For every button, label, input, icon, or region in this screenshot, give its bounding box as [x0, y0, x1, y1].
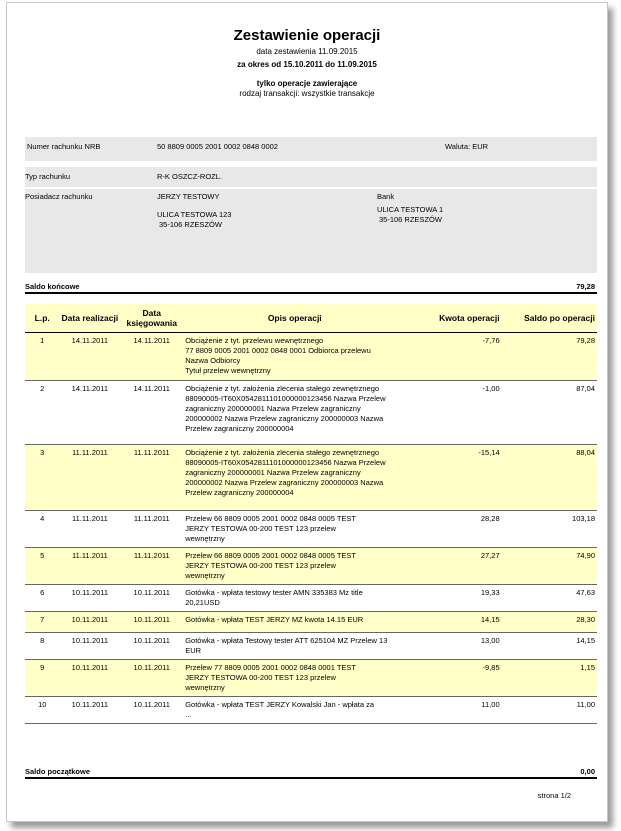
table-row: [25, 548, 597, 585]
row-amount: 13,00: [406, 633, 501, 660]
currency: Waluta: EUR: [445, 142, 489, 151]
divider: [25, 292, 597, 294]
row-lp: 2: [25, 381, 59, 445]
row-amount: -9,85: [406, 660, 501, 697]
table-row: [25, 333, 597, 381]
row-booking-date: 11.11.2011: [120, 445, 183, 511]
col-header-booking-date: Data księgowania: [120, 304, 183, 333]
account-number-label: Numer rachunku NRB: [27, 142, 101, 151]
row-execution-date: 14.11.2011: [59, 333, 120, 381]
row-balance: 11,00: [502, 697, 597, 724]
table-header-row: [25, 304, 597, 333]
row-booking-date: 10.11.2011: [120, 585, 183, 612]
operations-table: [25, 304, 597, 724]
col-header-execution-date: Data realizacji: [59, 304, 120, 333]
row-lp: 10: [25, 697, 59, 724]
document-page: [6, 2, 608, 822]
row-execution-date: 10.11.2011: [59, 633, 120, 660]
row-balance: 1,15: [502, 660, 597, 697]
row-booking-date: 11.11.2011: [120, 511, 183, 548]
row-execution-date: 14.11.2011: [59, 381, 120, 445]
owner-city: 35-106 RZESZÓW: [159, 220, 222, 229]
account-number-value: 50 8809 0005 2001 0002 0848 0002: [157, 142, 278, 151]
col-header-description: Opis operacji: [183, 304, 406, 333]
account-type-value: R-K OSZCZ-ROZL.: [157, 172, 222, 181]
page-number: strona 1/2: [537, 791, 571, 800]
row-lp: 7: [25, 612, 59, 633]
col-header-amount: Kwota operacji: [406, 304, 501, 333]
row-description: Przelew 77 8809 0005 2001 0002 0848 0001 TEST JERZY TESTOWA 00-200 TEST 123 przelew wewnętrzny: [183, 660, 406, 697]
account-type-row: [25, 167, 597, 187]
table-row: [25, 445, 597, 511]
owner-name: JERZY TESTOWY: [157, 192, 220, 201]
row-booking-date: 10.11.2011: [120, 633, 183, 660]
row-balance: 74,90: [502, 548, 597, 585]
row-balance: 88,04: [502, 445, 597, 511]
row-lp: 4: [25, 511, 59, 548]
account-type-label: Typ rachunku: [25, 172, 71, 181]
table-row: [25, 697, 597, 724]
row-balance: 47,63: [502, 585, 597, 612]
owner-label: Posiadacz rachunku: [25, 192, 93, 201]
row-amount: 28,28: [406, 511, 501, 548]
row-lp: 6: [25, 585, 59, 612]
row-execution-date: 11.11.2011: [59, 511, 120, 548]
bank-city: 35-106 RZESZÓW: [379, 215, 442, 224]
row-balance: 87,04: [502, 381, 597, 445]
row-lp: 3: [25, 445, 59, 511]
row-booking-date: 14.11.2011: [120, 381, 183, 445]
row-execution-date: 10.11.2011: [59, 612, 120, 633]
row-description: Gotówka - wpłata TEST JERZY MZ kwota 14.15 EUR: [183, 612, 406, 633]
row-execution-date: 10.11.2011: [59, 585, 120, 612]
row-booking-date: 10.11.2011: [120, 612, 183, 633]
table-row: [25, 381, 597, 445]
row-lp: 1: [25, 333, 59, 381]
row-description: Przelew 66 8809 0005 2001 0002 0848 0005 TEST JERZY TESTOWA 00-200 TEST 123 przelew wewnętrzny: [183, 511, 406, 548]
row-lp: 9: [25, 660, 59, 697]
closing-balance-label: Saldo końcowe: [25, 282, 80, 291]
row-description: Przelew 66 8809 0005 2001 0002 0848 0005 TEST JERZY TESTOWA 00-200 TEST 123 przelew wewnętrzny: [183, 548, 406, 585]
row-amount: 11,00: [406, 697, 501, 724]
row-description: Obciążenie z tyt. przelewu wewnętrznego 77 8809 0005 2001 0002 0848 0001 Odbiorca przelewu Nazwa Odbiorcy Tytuł przelew wewnętrzny: [183, 333, 406, 381]
bank-label: Bank: [377, 192, 395, 201]
row-booking-date: 11.11.2011: [120, 548, 183, 585]
row-amount: 14,15: [406, 612, 501, 633]
row-balance: 103,18: [502, 511, 597, 548]
report-date: data zestawienia 11.09.2015: [256, 47, 358, 56]
divider: [25, 777, 597, 779]
row-description: Obciążenie z tyt. założenia zlecenia stałego zewnętrznego 88090005-IT60X0542811101000000123456 Nazwa Przelew zagraniczny 200000001 Nazwa Przelew zagraniczny 200000002 Nazwa Przelew zagraniczny 200000003 Nazwa Przelew zagraniczny 200000004: [183, 445, 406, 511]
row-description: Gotówka - wpłata testowy tester AMN 335383 Mz title 20,21USD: [183, 585, 406, 612]
report-filter: tylko operacje zawierające: [256, 79, 358, 88]
row-description: Gotówka - wpłata Testowy tester ATT 625104 MZ Przelew 13 EUR: [183, 633, 406, 660]
table-row: [25, 660, 597, 697]
row-lp: 8: [25, 633, 59, 660]
row-execution-date: 11.11.2011: [59, 445, 120, 511]
report-period: za okres od 15.10.2011 do 11.09.2015: [237, 60, 377, 69]
row-lp: 5: [25, 548, 59, 585]
owner-bank-block: [25, 189, 597, 273]
account-number-row: [25, 137, 597, 161]
table-row: [25, 633, 597, 660]
table-row: [25, 585, 597, 612]
row-amount: 19,33: [406, 585, 501, 612]
page-title: Zestawienie operacji: [233, 27, 381, 44]
row-description: Gotówka - wpłata TEST JERZY Kowalski Jan - wpłata za ...: [183, 697, 406, 724]
row-execution-date: 11.11.2011: [59, 548, 120, 585]
row-booking-date: 14.11.2011: [120, 333, 183, 381]
row-booking-date: 10.11.2011: [120, 697, 183, 724]
owner-street: ULICA TESTOWA 123: [157, 210, 232, 219]
row-balance: 28,30: [502, 612, 597, 633]
row-balance: 79,28: [502, 333, 597, 381]
opening-balance-label: Saldo początkowe: [25, 767, 91, 776]
table-row: [25, 612, 597, 633]
bank-street: ULICA TESTOWA 1: [377, 205, 444, 214]
row-execution-date: 10.11.2011: [59, 697, 120, 724]
table-row: [25, 511, 597, 548]
row-amount: 27,27: [406, 548, 501, 585]
closing-balance-value: 79,28: [576, 282, 595, 291]
row-booking-date: 10.11.2011: [120, 660, 183, 697]
row-amount: -7,76: [406, 333, 501, 381]
opening-balance-value: 0,00: [580, 767, 595, 776]
row-execution-date: 10.11.2011: [59, 660, 120, 697]
row-amount: -1,00: [406, 381, 501, 445]
row-description: Obciążenie z tyt. założenia zlecenia stałego zewnętrznego 88090005-IT60X0542811101000000123456 Nazwa Przelew zagraniczny 200000001 Nazwa Przelew zagraniczny 200000002 Nazwa Przelew zagraniczny 200000003 Nazwa Przelew zagraniczny 200000004: [183, 381, 406, 445]
row-balance: 14,15: [502, 633, 597, 660]
report-transaction-type: rodzaj transakcji: wszystkie transakcje: [239, 89, 375, 98]
col-header-lp: L.p.: [25, 304, 59, 333]
row-amount: -15,14: [406, 445, 501, 511]
col-header-balance: Saldo po operacji: [502, 304, 597, 333]
